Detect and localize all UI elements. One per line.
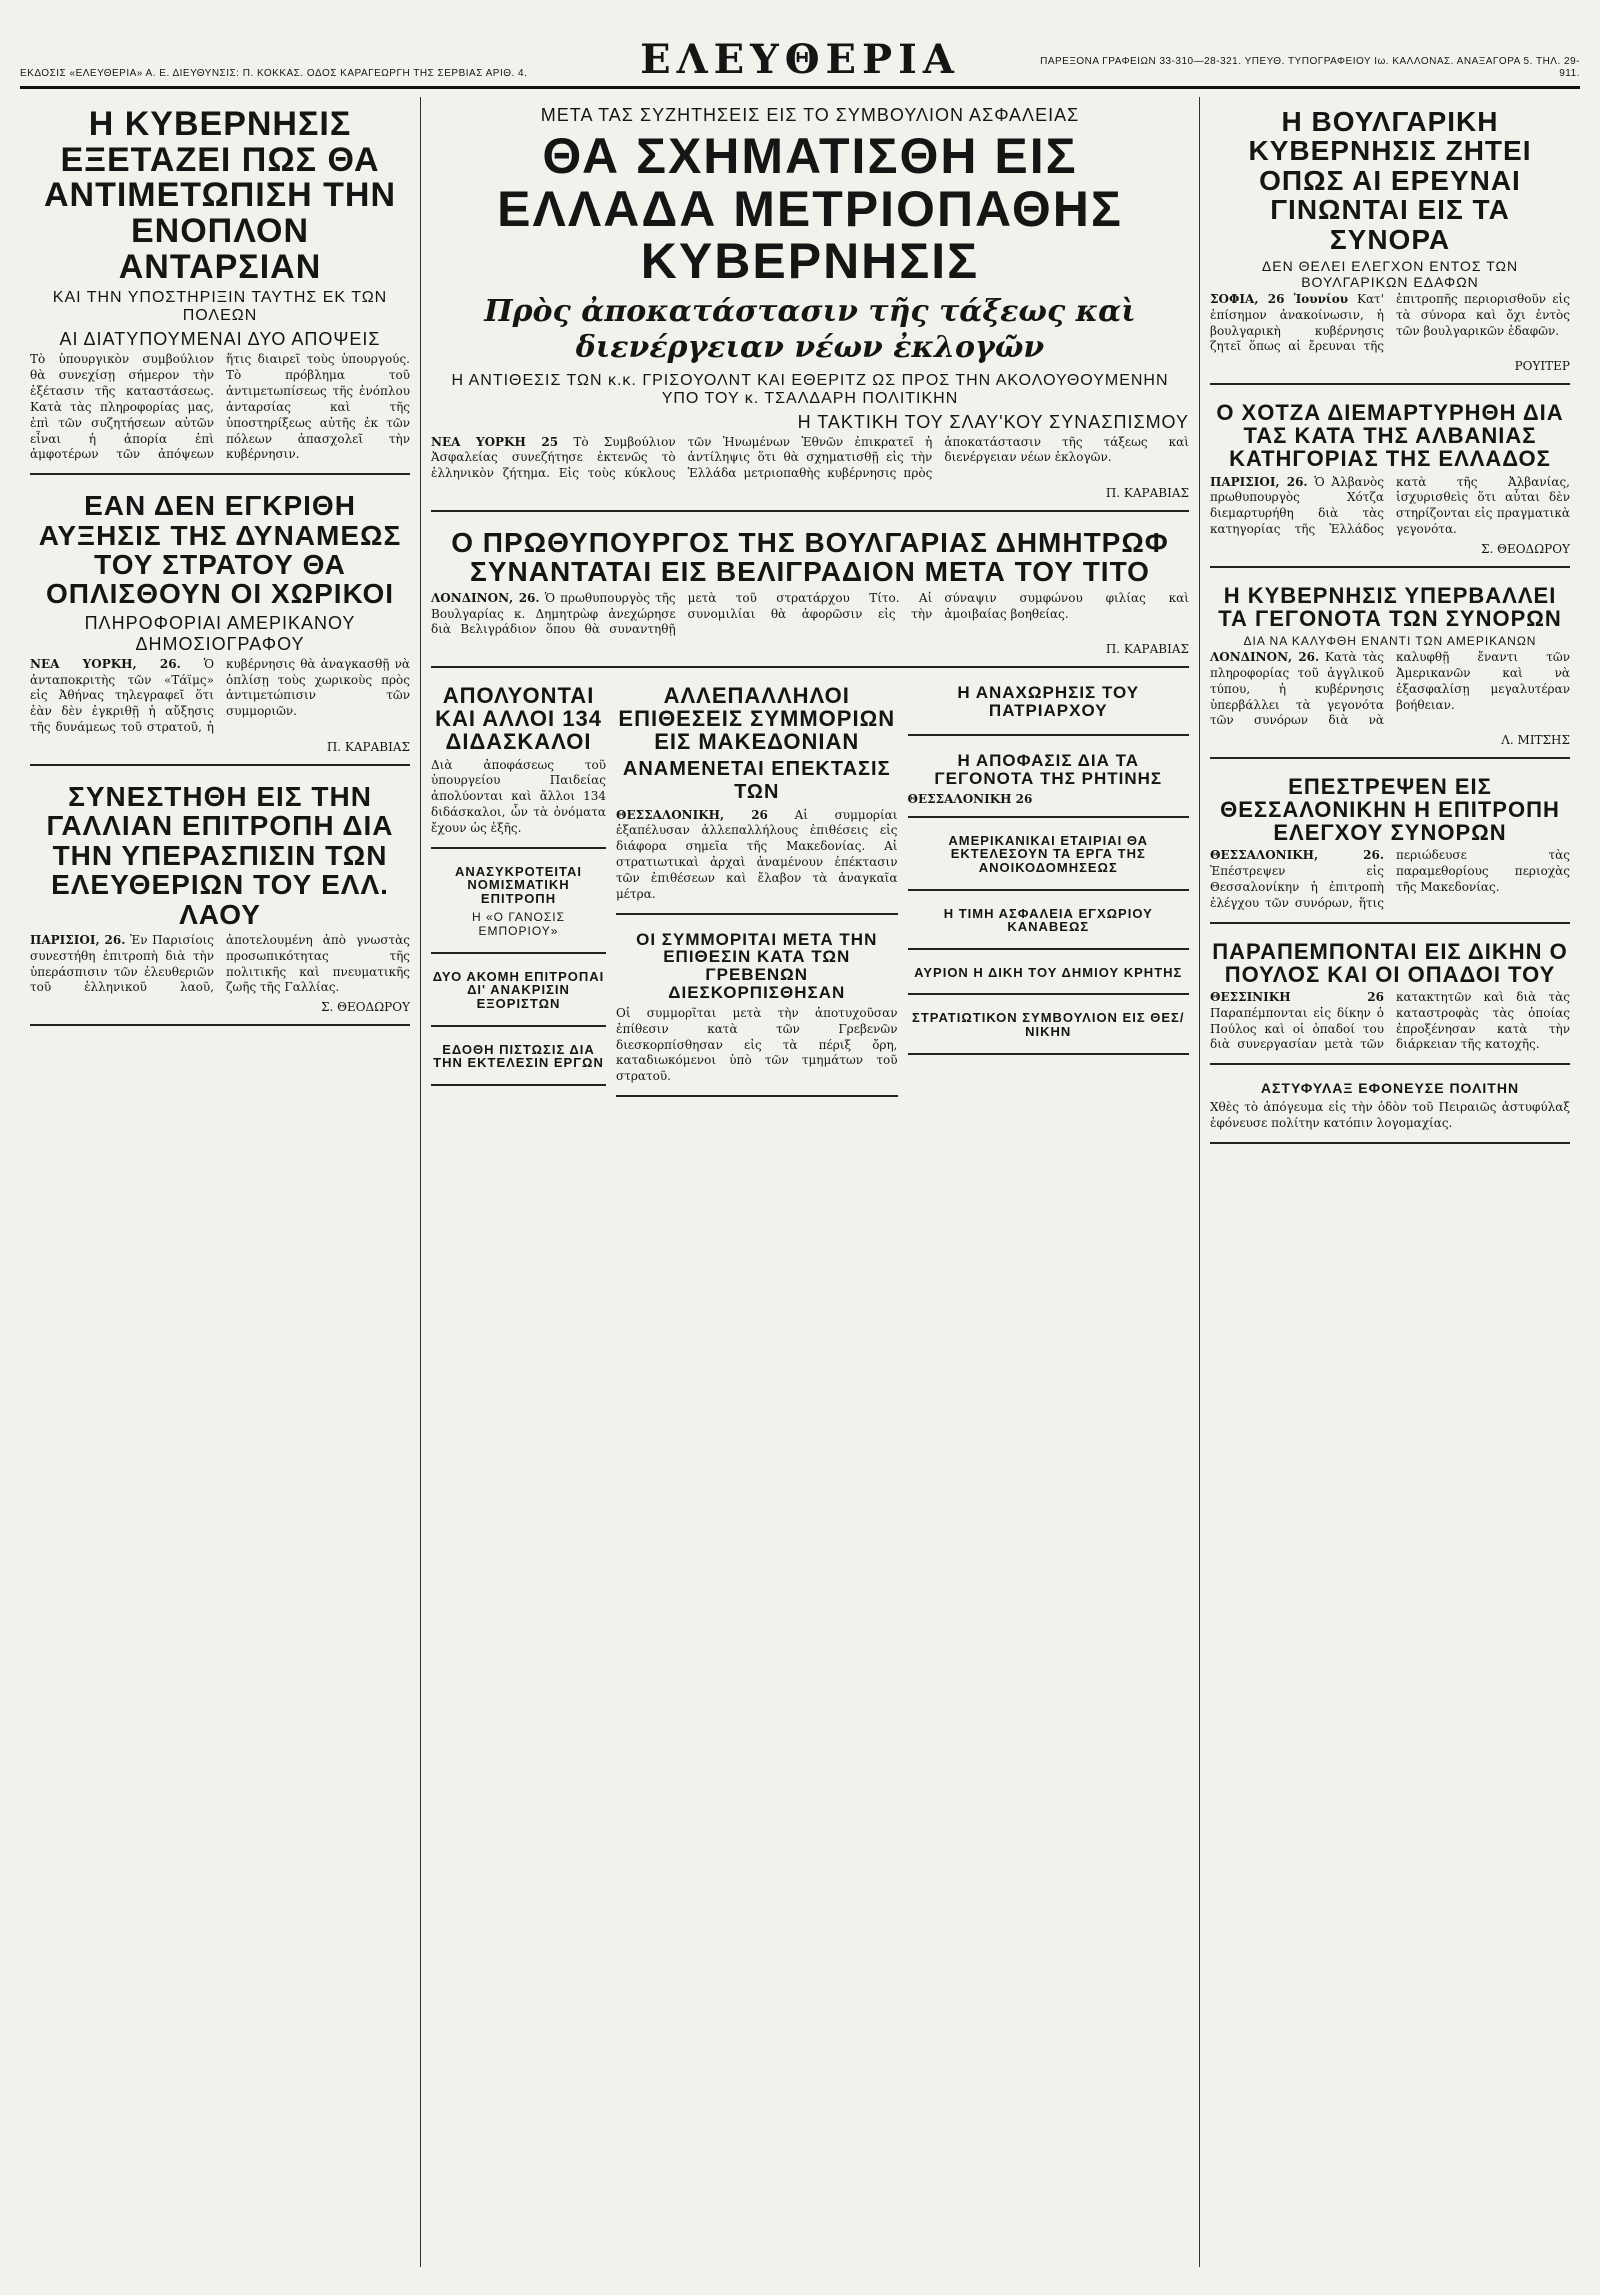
article-moderate-government [431,97,1189,512]
article-american-companies [908,824,1190,891]
headline: ΑΛΛΕΠΑΛΛΗΛΟΙ ΕΠΙΘΕΣΕΙΣ ΣΥΜΜΟΡΙΩΝ ΕΙΣ ΜΑΚΕΔΟΝΙΑΝ [618,683,896,755]
kicker: ΔΙΑ ΝΑ ΚΑΛΥΦΘΗ ΕΝΑΝΤΙ ΤΩΝ ΑΜΕΡΙΚΑΝΩΝ [1243,634,1537,649]
newspaper-title: ΕΛΕΥΘΕΡΙΑ [640,36,960,83]
article-teachers [431,674,606,848]
headline: ΣΥΝΕΣΤΗΘΗ ΕΙΣ ΤΗΝ ΓΑΛΛΙΑΝ ΕΠΙΤΡΟΠΗ ΔΙΑ ΤΗΝ ΥΠΕΡΑΣΠΙΣΙΝ ΤΩΝ ΕΛΕΥΘΕΡΙΩΝ ΤΟΥ ΕΛΛ. ΛΑΟΥ [46,780,394,930]
article-body [431,591,1189,638]
article-hoxha [1210,391,1570,568]
headline: Η ΒΟΥΛΓΑΡΙΚΗ ΚΥΒΕΡΝΗΣΙΣ ΖΗΤΕΙ ΟΠΩΣ ΑΙ ΕΡΕΥΝΑΙ ΓΙΝΩΝΤΑΙ ΕΙΣ ΤΑ ΣΥΝΟΡΑ [1248,106,1532,255]
article-poulos-trial [1210,930,1570,1066]
article-body [431,435,1189,482]
article-body [1210,990,1570,1053]
headline: ΑΜΕΡΙΚΑΝΙΚΑΙ ΕΤΑΙΡΙΑΙ ΘΑ ΕΚΤΕΛΕΣΟΥΝ ΤΑ ΕΡΓΑ ΤΗΣ ΑΝΟΙΚΟΔΟΜΗΣΕΩΣ [948,832,1149,875]
headline: Η ΑΠΟΦΑΣΙΣ ΔΙΑ ΤΑ ΓΕΓΟΝΟΤΑ ΤΗΣ ΡΗΤΙΝΗΣ [934,750,1163,788]
center-lower-left [431,674,606,1103]
dateline: ΝΕΑ ΥΟΡΚΗ 25 [431,434,559,449]
left-column [20,97,420,2267]
dateline: ΘΕΣΣΑΛΟΝΙΚΗ, 26 [616,807,768,822]
headline: ΕΔΟΘΗ ΠΙΣΤΩΣΙΣ ΔΙΑ ΤΗΝ ΕΚΤΕΛΕΣΙΝ ΕΡΓΩΝ [433,1041,604,1071]
top-kicker: ΜΕΤΑ ΤΑΣ ΣΥΖΗΤΗΣΕΙΣ ΕΙΣ ΤΟ ΣΥΜΒΟΥΛΙΟΝ ΑΣΦΑΛΕΙΑΣ [540,105,1080,125]
headline: ΑΠΟΛΥΟΝΤΑΙ ΚΑΙ ΑΛΛΟΙ 134 ΔΙΔΑΣΚΑΛΟΙ [435,683,602,755]
headline: ΠΑΡΑΠΕΜΠΟΝΤΑΙ ΕΙΣ ΔΙΚΗΝ Ο ΠΟΥΛΟΣ ΚΑΙ ΟΙ ΟΠΑΔΟΙ ΤΟΥ [1212,938,1568,987]
article-rhine [908,742,1190,818]
dateline: ΛΟΝΔΙΝΟΝ, 26. [431,590,540,605]
body-text: Ἐπέστρεψεν εἰς Θεσσαλονίκην ἡ ἐπιτροπὴ ἐλέγχου τῶν συνόρων, ἥτις περιώδευσε τὰς παραμεθορίους περιοχὰς τῆς Μακεδονίας. [1210,848,1570,910]
article-credit [431,1033,606,1086]
headline: Η ΑΝΑΧΩΡΗΣΙΣ ΤΟΥ ΠΑΤΡΙΑΡΧΟΥ [957,683,1140,721]
headline: ΣΤΡΑΤΙΩΤΙΚΟΝ ΣΥΜΒΟΥΛΙΟΝ ΕΙΣ ΘΕΣ/ΝΙΚΗΝ [912,1010,1185,1040]
kicker: Η ΤΑΚΤΙΚΗ ΤΟΥ ΣΛΑΥ'ΚΟΥ ΣΥΝΑΣΠΙΣΜΟΥ [797,411,1189,432]
article-body: Χθὲς τὸ ἀπόγευμα εἰς τὴν ὁδὸν τοῦ Πειραιῶς ἀστυφύλαξ ἐφόνευσε πολίτην κατόπιν λογομαχίας. [1210,1099,1570,1130]
kicker: ΠΛΗΡΟΦΟΡΙΑΙ ΑΜΕΡΙΚΑΝΟΥ ΔΗΜΟΣΙΟΓΡΑΦΟΥ [84,612,356,654]
headline: Ο ΧΟΤΖΑ ΔΙΕΜΑΡΤΥΡΗΘΗ ΔΙΑ ΤΑΣ ΚΑΤΑ ΤΗΣ ΑΛΒΑΝΙΑΣ ΚΑΤΗΓΟΡΙΑΣ ΤΗΣ ΕΛΛΑΔΟΣ [1216,400,1564,472]
article-body [1210,475,1570,538]
lead-headline: ΘΑ ΣΧΗΜΑΤΙΣΘΗ ΕΙΣ ΕΛΛΑΔΑ ΜΕΤΡΙΟΠΑΘΗΣ ΚΥΒΕΡΝΗΣΙΣ [497,128,1123,289]
article-body [30,933,410,996]
kicker: ΔΕΝ ΘΕΛΕΙ ΕΛΕΓΧΟΝ ΕΝΤΟΣ ΤΩΝ ΒΟΥΛΓΑΡΙΚΩΝ ΕΔΑΦΩΝ [1261,257,1519,290]
masthead-left-info: ΕΚΔΟΣΙΣ «ΕΛΕΥΘΕΡΙΑ» Α. Ε. ΔΙΕΥΘΥΝΣΙΣ: Π. ΚΟΚΚΑΣ. ΟΔΟΣ ΚΑΡΑΓΕΩΡΓΗ ΤΗΣ ΣΕΡΒΙΑΣ ΑΡΙΘ. 4. [20,68,528,79]
article-armed-rebellion [30,97,410,475]
body-text: Ὁ ἀνταποκριτὴς τῶν «Τάϊμς» εἰς Ἀθήνας τηλεγραφεῖ ὅτι ἐὰν δὲν ἐγκριθῇ ἡ αὔξησις τῆς δυνάμεως τοῦ στρατοῦ, ἡ κυβέρνησις θὰ ἀναγκασθῇ νὰ ὁπλίσῃ τοὺς χωρικοὺς πρὸς ἀντιμετώπισιν τῶν συμμοριῶν. [30,656,410,735]
subhead: Η «Ο ΓΑΝΟΣΙΣ ΕΜΠΟΡΙΟΥ» [471,909,566,938]
article-body: Οἱ συμμορῖται μετὰ τὴν ἀποτυχοῦσαν ἐπίθεσιν κατὰ τῶν Γρεβενῶν διεσκορπίσθησαν εἰς τὰ πέριξ ὄρη, καταδιωκόμενοι ὑπὸ τῶν τμημάτων τοῦ στρατοῦ. [616,1005,898,1084]
dateline: ΘΕΣΣΑΛΟΝΙΚΗ 26 [907,791,1033,806]
article-body [616,808,898,903]
byline: Π. ΚΑΡΑΒΙΑΣ [1105,485,1189,500]
center-lower-middle [616,674,898,1103]
article-patriarch [908,674,1190,736]
body-text: Ὁ Ἀλβανὸς πρωθυπουργὸς Χότζα διεμαρτυρήθη διὰ τὰς κατηγορίας τῆς Ἑλλάδος κατὰ τῆς Ἀλβανίας, ἰσχυρισθεὶς ὅτι αὗται δὲν στηρίζονται εἰς πραγματικὰ γεγονότα. [1210,474,1570,537]
article-army-increase [30,481,410,766]
article-body [1210,292,1570,355]
article-hemp [908,897,1190,950]
subhead: ΑΝΑΜΕΝΕΤΑΙ ΕΠΕΚΤΑΣΙΣ ΤΩΝ [622,757,891,803]
center-column [420,97,1200,2267]
headline: Η ΚΥΒΕΡΝΗΣΙΣ ΕΞΕΤΑΖΕΙ ΠΩΣ ΘΑ ΑΝΤΙΜΕΤΩΠΙΣΗ ΤΗΝ ΕΝΟΠΛΟΝ ΑΝΤΑΡΣΙΑΝ [43,105,396,286]
article-monetary-committee [431,855,606,954]
article-bulgarian-government [1210,97,1570,385]
byline: Σ. ΘΕΟΔΩΡΟΥ [1481,541,1570,556]
headline: ΔΥΟ ΑΚΟΜΗ ΕΠΙΤΡΟΠΑΙ ΔΙ' ΑΝΑΚΡΙΣΙΝ ΕΞΟΡΙΣΤΩΝ [432,968,605,1011]
article-border-committee [1210,765,1570,924]
kicker: ΑΙ ΔΙΑΤΥΠΟΥΜΕΝΑΙ ΔΥΟ ΑΠΟΨΕΙΣ [59,329,381,350]
headline: Η ΚΥΒΕΡΝΗΣΙΣ ΥΠΕΡΒΑΛΛΕΙ ΤΑ ΓΕΓΟΝΟΤΑ ΤΩΝ ΣΥΝΟΡΩΝ [1218,582,1562,631]
headline: ΟΙ ΣΥΜΜΟΡΙΤΑΙ ΜΕΤΑ ΤΗΝ ΕΠΙΘΕΣΙΝ ΚΑΤΑ ΤΩΝ ΓΡΕΒΕΝΩΝ ΔΙΕΣΚΟΡΠΙΣΘΗΣΑΝ [636,929,878,1003]
dateline: ΘΕΣΣΑΛΟΝΙΚΗ, 26. [1210,848,1384,863]
article-trial [908,956,1190,996]
headline: ΕΠΕΣΤΡΕΨΕΝ ΕΙΣ ΘΕΣΣΑΛΟΝΙΚΗΝ Η ΕΠΙΤΡΟΠΗ ΕΛΕΓΧΟΥ ΣΥΝΟΡΩΝ [1220,774,1560,846]
dateline: ΣΟΦΙΑ, 26 Ἰουνίου [1210,291,1349,306]
article-body [1210,848,1570,911]
headline: Η ΤΙΜΗ ΑΣΦΑΛΕΙΑ ΕΓΧΩΡΙΟΥ ΚΑΝΑΒΕΩΣ [943,905,1153,935]
article-dimitrov-tito [431,518,1189,668]
body-text: Ὁ πρωθυπουργὸς τῆς Βουλγαρίας κ. Δημητρὼφ ἀνεχώρησε διὰ Βελιγράδιον ὅπου θὰ συναντηθῇ μετὰ τοῦ στρατάρχου Τίτο. Αἱ συνομιλίαι θὰ ἀφορῶσιν εἰς τὴν σύναψιν συμφώνου φιλίας καὶ ἀμοιβαίας βοηθείας. [431,590,1189,637]
byline: Σ. ΘΕΟΔΩΡΟΥ [321,1000,410,1015]
right-column [1200,97,1580,2267]
page-grid [20,97,1580,2267]
dateline: ΠΑΡΙΣΙΟΙ, 26. [30,932,126,947]
article-policeman [1210,1071,1570,1143]
body-text: Αἱ συμμορίαι ἐξαπέλυσαν ἀλλεπαλλήλους ἐπιθέσεις εἰς διάφορα σημεῖα τῆς Μακεδονίας. Αἱ στρατιωτικαὶ ἀρχαὶ ἀναμένουν ἐπέκτασιν τῶν ἐπιθέσεων καὶ ἔλαβον τὰ ἀναγκαῖα μέτρα. [616,807,898,901]
body-text: Κατὰ τὰς πληροφορίας τοῦ ἀγγλικοῦ τύπου, ἡ κυβέρνησις ὑπερβάλλει τὰ γεγονότα τῶν συνόρων διὰ νὰ καλυφθῇ ἔναντι τῶν Ἀμερικανῶν καὶ νὰ ἐξασφαλίσῃ μεγαλυτέραν βοήθειαν. [1210,650,1570,728]
headline: ΑΣΤΥΦΥΛΑΞ ΕΦΟΝΕΥΣΕ ΠΟΛΙΤΗΝ [1260,1080,1520,1097]
dateline: ΛΟΝΔΙΝΟΝ, 26. [1210,650,1320,665]
italic-subhead: Πρὸς ἀποκατάστασιν τῆς τάξεως καὶ διενέργειαν νέων ἐκλογῶν [484,293,1136,365]
headline: Ο ΠΡΩΘΥΠΟΥΡΓΟΣ ΤΗΣ ΒΟΥΛΓΑΡΙΑΣ ΔΗΜΗΤΡΩΦ ΣΥΝΑΝΤΑΤΑΙ ΕΙΣ ΒΕΛΙΓΡΑΔΙΟΝ ΜΕΤΑ ΤΟΥ ΤΙΤΟ [451,526,1169,588]
byline: Π. ΚΑΡΑΒΙΑΣ [326,739,410,754]
byline: ΡΟΥΙΤΕΡ [1514,359,1570,374]
center-lower-right [908,674,1190,1103]
article-grevena [616,921,898,1098]
body-text: Κατ' ἐπίσημον ἀνακοίνωσιν, ἡ βουλγαρικὴ κυβέρνησις ζητεῖ ὅπως αἱ ἔρευναι τῆς ἐπιτροπῆς περιορισθοῦν εἰς τὰ σύνορα καὶ ὄχι ἐντὸς τῶν βουλγαρικῶν ἐδαφῶν. [1210,291,1570,354]
dateline: ΘΕΣΣΙΝΙΚΗ 26 [1210,989,1384,1004]
article-france-committee [30,772,410,1026]
headline: ΕΑΝ ΔΕΝ ΕΓΚΡΙΘΗ ΑΥΞΗΣΙΣ ΤΗΣ ΔΥΝΑΜΕΩΣ ΤΟΥ ΣΤΡΑΤΟΥ ΘΑ ΟΠΛΙΣΘΟΥΝ ΟΙ ΧΩΡΙΚΟΙ [38,490,402,610]
article-border-exaggeration [1210,574,1570,759]
dateline: ΝΕΑ ΥΟΡΚΗ, 26. [30,656,181,671]
masthead [20,36,1580,89]
article-macedonia-attacks [616,674,898,914]
article-exiles [431,960,606,1027]
dateline: ΠΑΡΙΣΙΟΙ, 26. [1210,474,1308,489]
article-body [30,657,410,736]
byline: Λ. ΜΙΤΣΗΣ [1501,733,1570,748]
body-text: Παραπέμπονται εἰς δίκην ὁ Πούλος καὶ οἱ ὀπαδοί του διὰ συνεργασίαν μετὰ τῶν κατακτητῶν καὶ διὰ τὰς καταστροφὰς τὰς ὁποίας ἐπροξένησαν κατὰ τὴν διάρκειαν τῆς κατοχῆς. [1210,989,1570,1052]
center-lower-grid [431,674,1189,1103]
body-text: Τὸ Συμβούλιον Ἀσφαλείας συνεζήτησε ἐκτενῶς τὸ ἑλληνικὸν ζήτημα. Εἰς τοὺς κύκλους τῶν Ἡνωμένων Ἐθνῶν ἐπικρατεῖ ἡ ἀντίληψις ὅτι θὰ σχηματισθῇ εἰς τὴν Ἑλλάδα μετριοπαθὴς κυβέρνησις πρὸς ἀποκατάστασιν τῆς τάξεως καὶ διενέργειαν νέων ἐκλογῶν. [431,434,1189,481]
headline: ΑΝΑΣΥΚΡΟΤΕΙΤΑΙ ΝΟΜΙΣΜΑΤΙΚΗ ΕΠΙΤΡΟΠΗ [454,863,582,906]
article-body [1210,650,1570,729]
byline: Π. ΚΑΡΑΒΙΑΣ [1105,642,1189,657]
headline: ΑΥΡΙΟΝ Η ΔΙΚΗ ΤΟΥ ΔΗΜΙΟΥ ΚΡΗΤΗΣ [914,964,1183,980]
article-body: Διὰ ἀποφάσεως τοῦ ὑπουργείου Παιδείας ἀπολύονται καὶ ἄλλοι 134 διδάσκαλοι, ὧν τὰ ὀνόματα ἔχουν ὡς ἑξῆς. [431,757,606,835]
subhead: ΚΑΙ ΤΗΝ ΥΠΟΣΤΗΡΙΞΙΝ ΤΑΥΤΗΣ ΕΚ ΤΩΝ ΠΟΛΕΩΝ [52,289,388,325]
body-text: Ἐν Παρισίοις συνεστήθη ἐπιτροπὴ διὰ τὴν ὑπεράσπισιν τῶν ἐλευθεριῶν τοῦ ἑλληνικοῦ λαοῦ, ἀποτελουμένη ἀπὸ γνωστὰς προσωπικότητας τῆς πολιτικῆς καὶ πνευματικῆς ζωῆς τῆς Γαλλίας. [30,932,410,995]
subhead: Η ΑΝΤΙΘΕΣΙΣ ΤΩΝ κ.κ. ΓΡΙΣΟΥΟΛΝΤ ΚΑΙ ΕΘΕΡΙΤΖ ΩΣ ΠΡΟΣ ΤΗΝ ΑΚΟΛΟΥΘΟΥΜΕΝΗΝ ΥΠΟ ΤΟΥ κ. ΤΣΑΛΔΑΡΗ ΠΟΛΙΤΙΚΗΝ [451,371,1169,407]
masthead-right-info: ΠΑΡΕΞΟΝΑ ΓΡΑΦΕΙΩΝ 33-310—28-321. ΥΠΕΥΘ. ΤΥΠΟΓΡΑΦΕΙΟΥ Ιω. ΚΑΛΛΟΝΑΣ. ΑΝΑΞΑΓΟΡΑ 5. ΤΗΛ. 29-911. [1040,56,1580,79]
article-military-council [908,1001,1190,1054]
article-body: Τὸ ὑπουργικὸν συμβούλιον θὰ συνεχίσῃ σήμερον τὴν ἐξέτασιν τῆς καταστάσεως. Κατὰ τὰς πληροφορίας μας, ἐπὶ τῶν συζητήσεων αὐτῶν εἶναι ἡ ἀπορία ἐπὶ ἀμφοτέρων τῶν ἀπόψεων ἥτις διαιρεῖ τοὺς ὑπουργούς. Τὸ πρόβλημα τοῦ ἀντιμετωπίσεως τῆς ἐνόπλου ἀνταρσίας καὶ τῆς ὑποστηρίξεως αὐτῆς ἐκ τῶν πόλεων ἀπασχολεῖ τὴν κυβέρνησιν. [30,352,410,462]
